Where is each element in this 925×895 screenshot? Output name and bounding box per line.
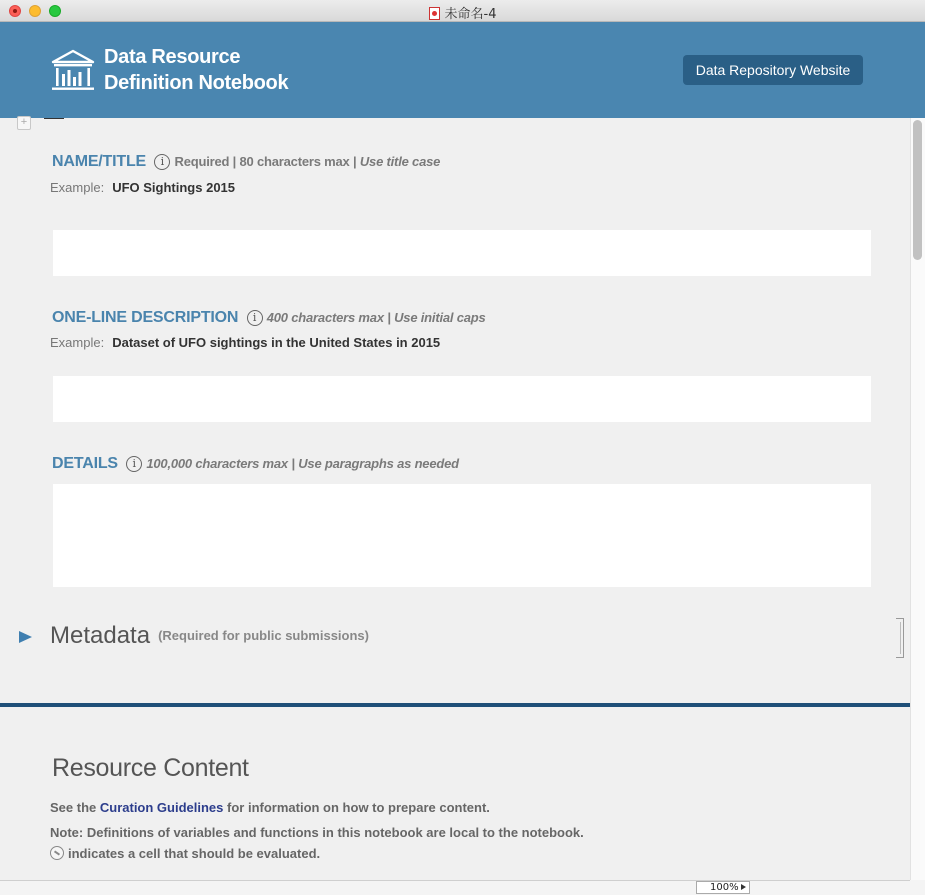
evaluate-note-text: indicates a cell that should be evaluated. (68, 846, 321, 861)
curation-guidelines-line (50, 800, 490, 815)
example-value: UFO Sightings 2015 (112, 180, 236, 195)
app-title-line1: Data Resource (104, 46, 241, 68)
one-line-description-example (50, 335, 440, 350)
one-line-description-hint: 400 characters max | Use initial caps (266, 310, 486, 325)
add-cell-icon[interactable]: + (17, 116, 31, 130)
cell-insertion-line (44, 118, 64, 119)
document-icon (429, 7, 440, 20)
metadata-section-header[interactable] (50, 622, 369, 650)
name-title-hint (175, 154, 441, 169)
zoom-level: 100% (710, 882, 739, 893)
evaluate-icon (50, 846, 64, 860)
vertical-scrollbar-thumb[interactable] (913, 120, 922, 260)
zoom-menu[interactable] (696, 881, 750, 894)
curation-prefix: See the (50, 800, 97, 815)
example-value: Dataset of UFO sightings in the United States in 2015 (112, 335, 441, 350)
library-icon (50, 48, 96, 92)
name-title-input[interactable] (53, 230, 871, 276)
curation-guidelines-link[interactable]: Curation Guidelines (99, 800, 224, 815)
local-definitions-note: Note: Definitions of variables and functions in this notebook are local to the notebook. (50, 825, 584, 840)
info-icon[interactable]: i (154, 154, 170, 170)
section-divider (0, 703, 910, 707)
status-bar (0, 880, 925, 895)
name-title-hint-text: Required | 80 characters max | (174, 154, 357, 169)
disclosure-arrow-icon[interactable] (19, 631, 32, 643)
name-title-example (50, 180, 235, 195)
metadata-note: (Required for public submissions) (158, 628, 369, 643)
name-title-heading (52, 153, 440, 171)
window-title (0, 3, 925, 22)
window-title-text: 未命名-4 (444, 7, 497, 22)
curation-suffix: for information on how to prepare content. (227, 800, 490, 815)
details-input[interactable] (53, 484, 871, 587)
app-title-line2: Definition Notebook (104, 72, 289, 94)
name-title-label: NAME/TITLE (52, 153, 146, 170)
details-label: DETAILS (52, 455, 118, 472)
header-banner (0, 22, 925, 118)
one-line-description-input[interactable] (53, 376, 871, 422)
app-title (104, 44, 288, 96)
example-label: Example: (50, 335, 105, 350)
window-titlebar (0, 0, 925, 22)
zoom-arrow-icon (741, 884, 746, 890)
one-line-description-label: ONE-LINE DESCRIPTION (52, 309, 239, 326)
example-label: Example: (50, 180, 105, 195)
name-title-hint-italic: Use title case (359, 154, 441, 169)
cell-bracket[interactable] (896, 618, 904, 658)
info-icon[interactable]: i (247, 310, 263, 326)
resize-grip[interactable] (910, 880, 925, 895)
details-heading (52, 455, 459, 473)
data-repository-website-button[interactable]: Data Repository Website (683, 55, 863, 85)
evaluate-note (50, 846, 320, 861)
resource-content-title: Resource Content (52, 754, 249, 782)
details-hint: 100,000 characters max | Use paragraphs as needed (146, 456, 459, 471)
info-icon[interactable]: i (126, 456, 142, 472)
metadata-title: Metadata (50, 622, 151, 649)
one-line-description-heading (52, 309, 486, 327)
